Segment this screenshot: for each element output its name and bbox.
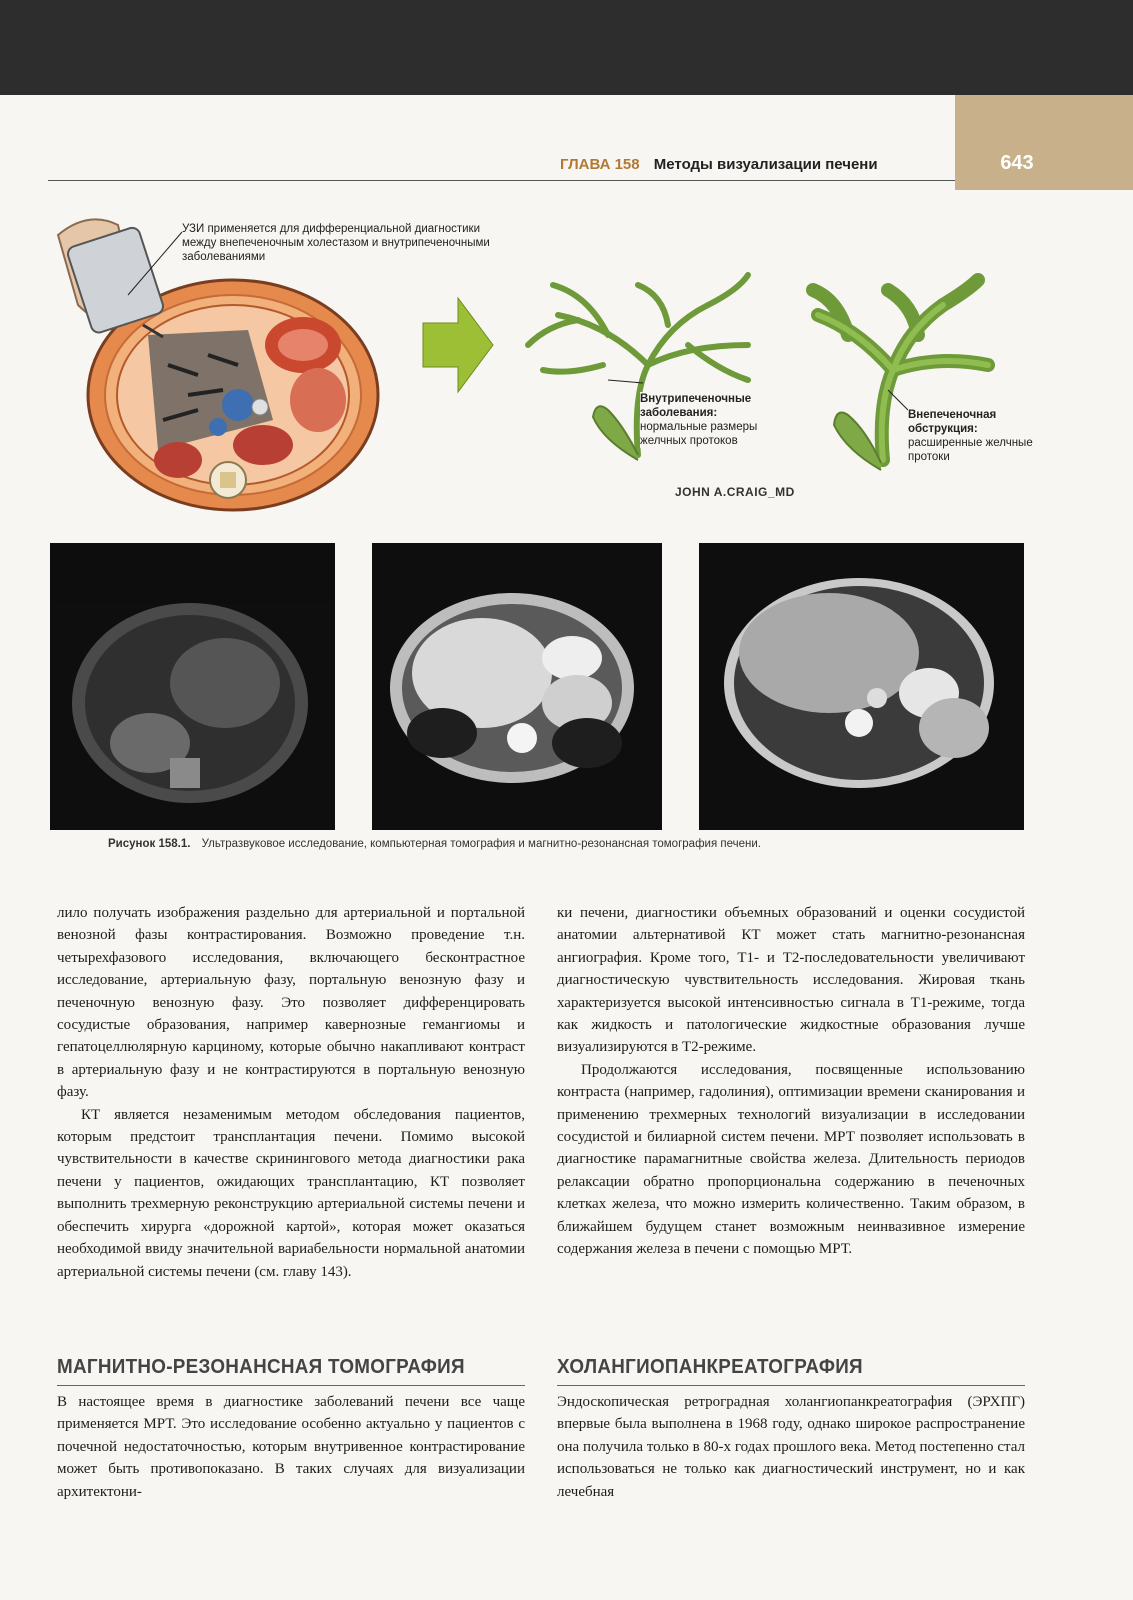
extrahepatic-annotation [908,408,1033,464]
mri-scan-image [50,543,335,830]
figure-caption-label: Рисунок 158.1. [108,838,191,850]
mr-ct-scan-image [699,543,1024,830]
intrahepatic-title: Внутрипеченочные заболевания: [640,393,752,419]
section-rule [57,1385,525,1386]
paragraph: Продолжаются исследования, посвященные использованию контраста (например, гадолиния), оптимизации времени сканирования и применению трехмерных технологий визуализации в исследовании сосудистой и билиарной систем печени. МРТ позволяет использовать в диагностике парамагнитные свойства железа. Длительность периодов релаксации обратно пропорциональна содержанию в печеночных клетках железа, что можно измерить количественно. Таким образом, в ближайшем будущем станет возможным неинвазивное измерение содержания железа в печени с помощью МРТ. [557,1061,1025,1258]
paragraph: лило получать изображения раздельно для артериальной и портальной венозной фазы контрастирования. Возможно проведение т.н. четырехфазового исследования, включающего бесконтрастное исследование, артериальную фазу, портальную венозную фазу и печеночную венозную фазу. Это позволяет дифференцировать сосудистые образования, например кавернозные гемангиомы и гепатоцеллюлярную карциному, которые обычно накапливают контраст в артериальную фазу и не контрастируются в портальную венозную фазу. [57,905,525,1101]
page-tab [955,95,1133,190]
page-number: 643 [1000,152,1034,174]
running-header [560,156,878,173]
left-column-text [57,902,525,1283]
chapter-title: Методы визуализации печени [653,156,878,173]
section-rule [557,1385,1025,1386]
intrahepatic-text: нормальные размеры желчных протоков [640,421,758,447]
ct-scan-art [372,543,662,830]
right-column-text-2 [557,1391,1025,1503]
right-column-text [557,902,1025,1261]
left-column-text-2 [57,1391,525,1503]
section-heading-mri: МАГНИТНО-РЕЗОНАНСНАЯ ТОМОГРАФИЯ [57,1355,465,1378]
paragraph: ки печени, диагностики объемных образований и оценки сосудистой анатомии альтернативой КТ может стать магнитно-резонансная ангиография. Кроме того, Т1- и Т2-последовательности увеличивают диагностическую чувствительность исследования. Жировая ткань характеризуется высокой интенсивностью сигнала в Т1-режиме, тогда как жидкость и патологические жидкостные образования лучше визуализируются в Т2-режиме. [557,905,1025,1056]
mr-ct-scan-art [699,543,1024,830]
figure-caption-text: Ультразвуковое исследование, компьютерная томография и магнитно-резонансная томография печени. [201,838,761,850]
header-rule [48,180,955,181]
intrahepatic-annotation [640,392,790,448]
top-dark-band [0,0,1133,95]
figure-caption [108,838,1008,850]
artist-signature: JOHN A.CRAIG_MD [675,485,795,499]
paragraph: КТ является незаменимым методом обследования пациентов, которым предстоит трансплантация печени. Помимо высокой чувствительности в качестве скринингового метода диагностики рака печени у пациентов, ожидающих трансплантацию, КТ позволяет выполнить трехмерную реконструкцию артериальной системы печени и обеспечить хирурга «дорожной картой», которая может оказаться необходимой ввиду значительной вариабельности нормальной анатомии артериальной системы печени (см. главу 143). [57,1106,525,1280]
section-heading-cholangio: ХОЛАНГИОПАНКРЕАТОГРАФИЯ [557,1355,863,1378]
paragraph: Эндоскопическая ретроградная холангиопанкреатография (ЭРХПГ) впервые была выполнена в 1968 году, однако широкое распространение она получила только в 80-х годах прошлого века. Метод постепенно стал использоваться не только как диагностический инструмент, но и как лечебная [557,1394,1025,1500]
ct-scan-image [372,543,662,830]
mri-scan-art [50,543,335,830]
extrahepatic-title: Внепеченочная обструкция: [908,409,997,435]
extrahepatic-text: расширенные желчные протоки [908,437,1033,463]
paragraph: В настоящее время в диагностике заболеваний печени все чаще применяется МРТ. Это исследование особенно актуально у пациентов с почечной недостаточностью, которым внутривенное контрастирование может быть противопоказано. В таких случаях для визуализации архитектони- [57,1394,525,1500]
chapter-label: ГЛАВА 158 [560,156,640,173]
ultrasound-note: УЗИ применяется для дифференциальной диагностики между внепеченочным холестазом и внутрипеченочными заболеваниями [182,223,490,263]
